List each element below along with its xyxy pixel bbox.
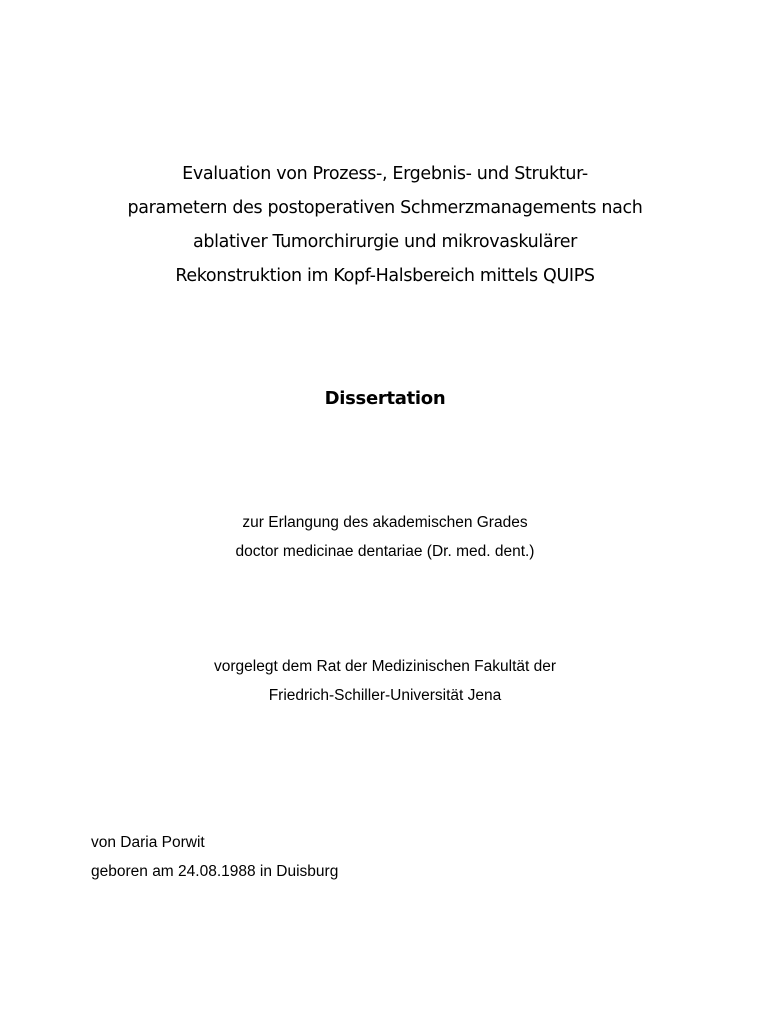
degree-line-1: zur Erlangung des akademischen Grades [242, 514, 528, 531]
degree-statement [0, 508, 770, 566]
submission-line-1: vorgelegt dem Rat der Medizinischen Fakultät der [213, 658, 557, 675]
thesis-title-line-1: Evaluation von Prozess-, Ergebnis- und Struktur- [182, 164, 588, 184]
submission-line-2: Friedrich-Schiller-Universität Jena [268, 687, 502, 704]
thesis-title-line-2: parametern des postoperativen Schmerzmanagements nach [127, 198, 643, 218]
submission-statement [0, 652, 770, 710]
thesis-title-line-4: Rekonstruktion im Kopf-Halsbereich mittels QUIPS [175, 266, 595, 286]
author-name: von Daria Porwit [91, 834, 205, 851]
degree-line-2: doctor medicinae dentariae (Dr. med. dent.) [235, 543, 535, 560]
document-type-heading: Dissertation [324, 388, 446, 409]
thesis-title-line-3: ablativer Tumorchirurgie und mikrovaskulärer [192, 232, 578, 252]
author-birth: geboren am 24.08.1988 in Duisburg [91, 863, 339, 880]
author-info [91, 828, 691, 886]
thesis-title [0, 157, 770, 293]
